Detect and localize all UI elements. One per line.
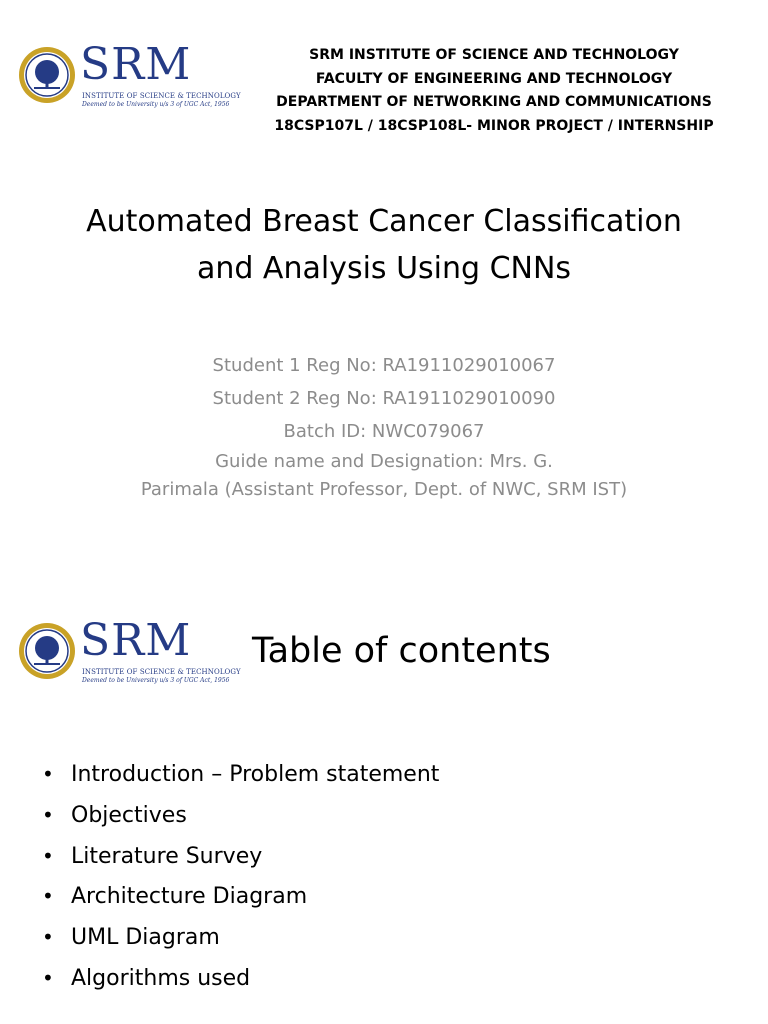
bullet-icon: • <box>42 762 54 786</box>
srm-tagline: INSTITUTE OF SCIENCE & TECHNOLOGY <box>82 668 241 676</box>
bullet-icon: • <box>42 925 54 950</box>
student-1-reg: Student 1 Reg No: RA1911029010067 <box>212 355 556 376</box>
toc-item-label: Literature Survey <box>71 843 263 869</box>
project-title-line-2: and Analysis Using CNNs <box>196 251 572 286</box>
srm-wordmark: SRM <box>80 615 192 666</box>
header-line-department: DEPARTMENT OF NETWORKING AND COMMUNICATIONS <box>276 94 712 110</box>
student-2-reg: Student 2 Reg No: RA1911029010090 <box>212 388 556 409</box>
bullet-icon: • <box>42 843 54 868</box>
institution-header <box>240 44 748 138</box>
toc-title: Table of contents <box>252 631 551 671</box>
bullet-icon: • <box>42 802 54 827</box>
guide-line-1: Guide name and Designation: Mrs. G. <box>215 451 553 472</box>
toc-slide <box>0 576 768 1024</box>
srm-logo <box>18 615 241 684</box>
toc-item <box>42 917 439 958</box>
srm-tagline: INSTITUTE OF SCIENCE & TECHNOLOGY <box>82 92 241 100</box>
toc-item-label: Objectives <box>71 802 187 828</box>
bullet-icon: • <box>42 884 54 909</box>
toc-item <box>42 876 439 917</box>
toc-item-label: UML Diagram <box>71 925 220 951</box>
srm-seal-icon <box>18 46 76 104</box>
srm-wordmark: SRM <box>80 39 192 90</box>
batch-id: Batch ID: NWC079067 <box>283 421 485 442</box>
srm-seal-icon <box>18 622 76 680</box>
header-line-faculty: FACULTY OF ENGINEERING AND TECHNOLOGY <box>315 70 673 87</box>
header-line-institute: SRM INSTITUTE OF SCIENCE AND TECHNOLOGY <box>309 47 679 63</box>
toc-item-label: Introduction – Problem statement <box>71 762 440 787</box>
guide-line-2: Parimala (Assistant Professor, Dept. of NWC, SRM IST) <box>140 479 628 500</box>
toc-item <box>42 795 439 836</box>
project-title-line-1: Automated Breast Cancer Classification <box>86 204 682 239</box>
toc-item-label: Algorithms used <box>71 965 251 991</box>
toc-list <box>42 754 439 999</box>
bullet-icon: • <box>42 965 54 990</box>
srm-deemed-line: Deemed to be University u/s 3 of UGC Act, 1956 <box>82 101 230 108</box>
project-info <box>30 349 738 504</box>
toc-item <box>42 754 439 795</box>
srm-deemed-line: Deemed to be University u/s 3 of UGC Act, 1956 <box>82 677 230 684</box>
toc-item <box>42 836 439 877</box>
srm-logo <box>18 39 241 108</box>
toc-item <box>42 958 439 999</box>
project-title <box>40 198 728 292</box>
toc-item-label: Architecture Diagram <box>71 884 308 910</box>
header-line-course: 18CSP107L / 18CSP108L- MINOR PROJECT / INTERNSHIP <box>274 117 714 134</box>
